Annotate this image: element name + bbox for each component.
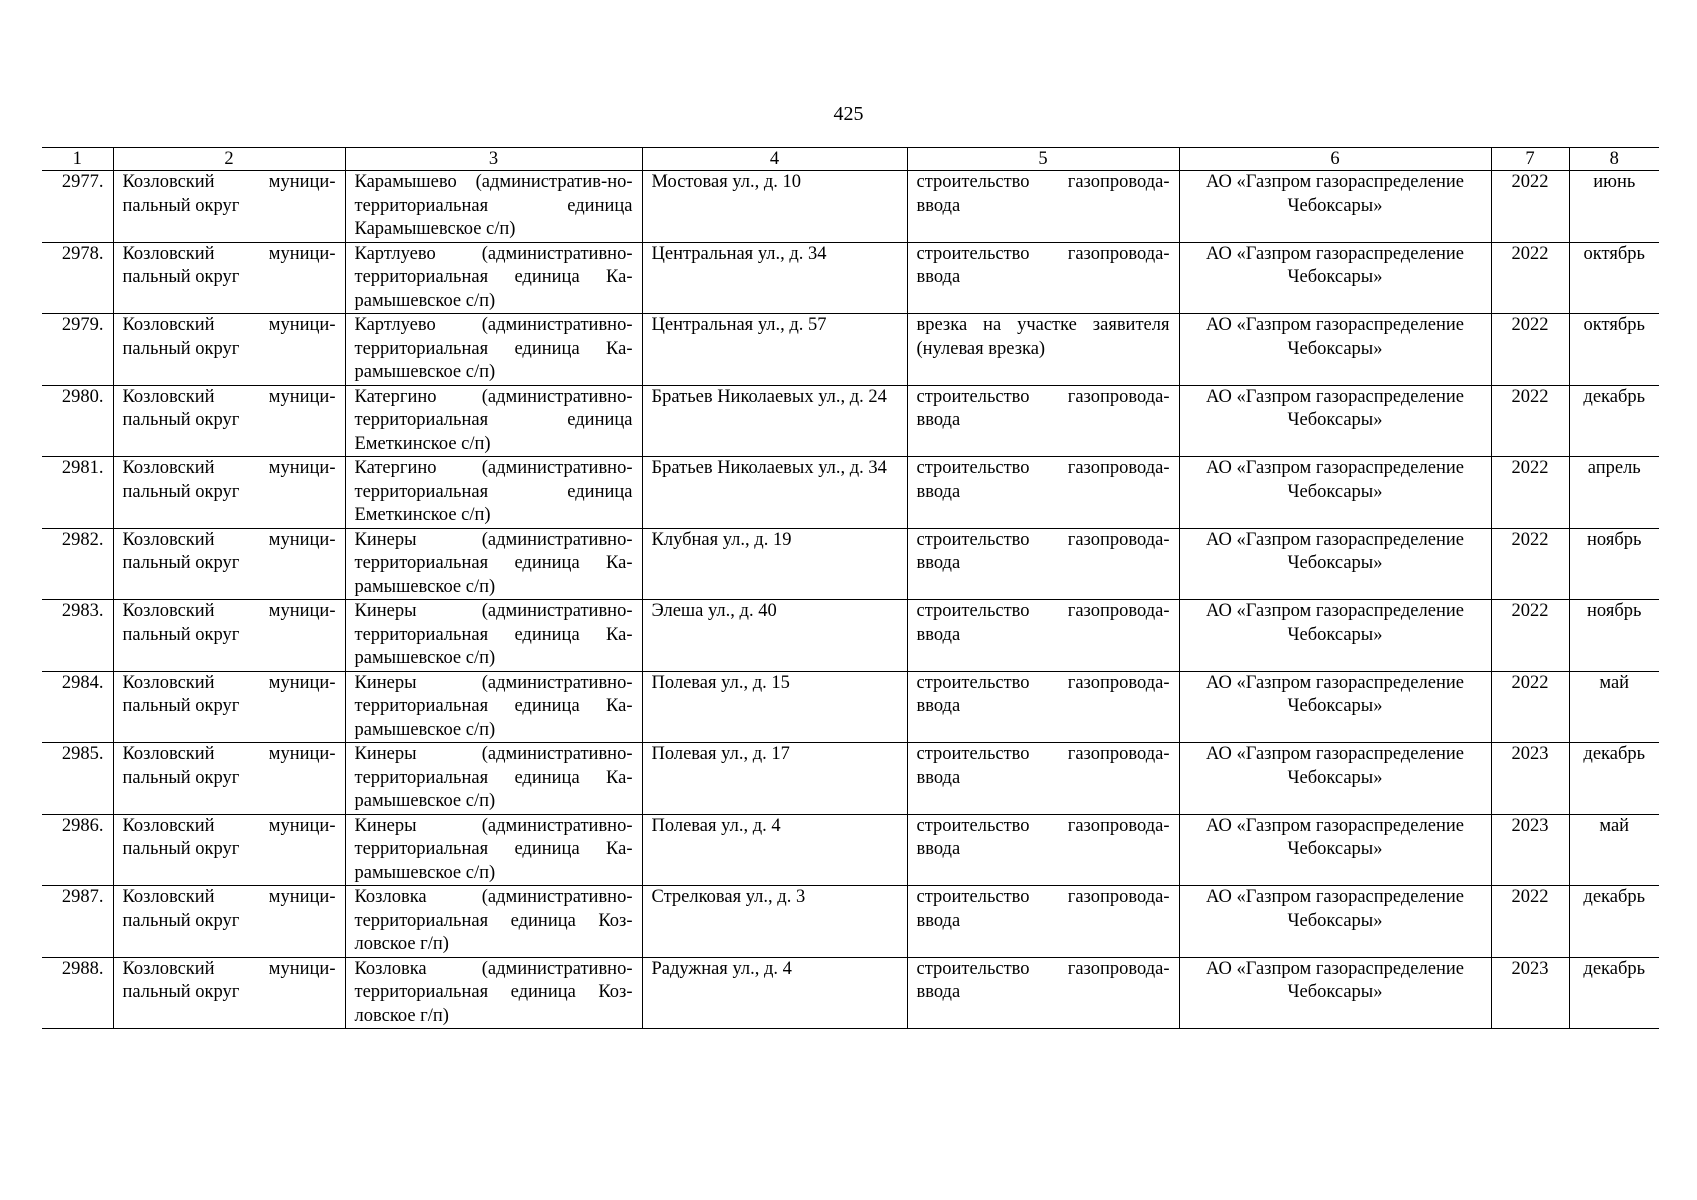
year-cell: 2022 bbox=[1491, 886, 1569, 958]
month-cell: декабрь bbox=[1569, 957, 1659, 1029]
locality-cell: Картлуево (административно-территориальная единица Ка-рамышевское с/п) bbox=[345, 242, 642, 314]
address-cell: Полевая ул., д. 4 bbox=[642, 814, 907, 886]
row-number: 2983. bbox=[42, 600, 113, 672]
column-header: 6 bbox=[1179, 148, 1491, 171]
year-cell: 2022 bbox=[1491, 385, 1569, 457]
address-cell: Центральная ул., д. 57 bbox=[642, 314, 907, 386]
table-row bbox=[42, 743, 1659, 815]
address-cell: Мостовая ул., д. 10 bbox=[642, 171, 907, 243]
table-row bbox=[42, 814, 1659, 886]
year-cell: 2023 bbox=[1491, 957, 1569, 1029]
organization-cell: АО «Газпром газораспределение Чебоксары» bbox=[1179, 242, 1491, 314]
table-row bbox=[42, 600, 1659, 672]
organization-cell: АО «Газпром газораспределение Чебоксары» bbox=[1179, 314, 1491, 386]
district-cell: Козловский муници-пальный округ bbox=[113, 957, 345, 1029]
locality-cell: Козловка (административно-территориальная единица Коз-ловское г/п) bbox=[345, 886, 642, 958]
table-body bbox=[42, 171, 1659, 1029]
table-row bbox=[42, 671, 1659, 743]
year-cell: 2022 bbox=[1491, 671, 1569, 743]
table-row bbox=[42, 242, 1659, 314]
organization-cell: АО «Газпром газораспределение Чебоксары» bbox=[1179, 171, 1491, 243]
works-type-cell: строительство газопровода-ввода bbox=[907, 671, 1179, 743]
works-type-cell: строительство газопровода-ввода bbox=[907, 957, 1179, 1029]
year-cell: 2022 bbox=[1491, 528, 1569, 600]
row-number: 2985. bbox=[42, 743, 113, 815]
month-cell: апрель bbox=[1569, 457, 1659, 529]
organization-cell: АО «Газпром газораспределение Чебоксары» bbox=[1179, 814, 1491, 886]
address-cell: Клубная ул., д. 19 bbox=[642, 528, 907, 600]
year-cell: 2022 bbox=[1491, 314, 1569, 386]
organization-cell: АО «Газпром газораспределение Чебоксары» bbox=[1179, 457, 1491, 529]
month-cell: декабрь bbox=[1569, 385, 1659, 457]
month-cell: октябрь bbox=[1569, 314, 1659, 386]
district-cell: Козловский муници-пальный округ bbox=[113, 385, 345, 457]
month-cell: май bbox=[1569, 671, 1659, 743]
row-number: 2982. bbox=[42, 528, 113, 600]
works-type-cell: строительство газопровода-ввода bbox=[907, 242, 1179, 314]
locality-cell: Кинеры (административно-территориальная единица Ка-рамышевское с/п) bbox=[345, 671, 642, 743]
row-number: 2981. bbox=[42, 457, 113, 529]
district-cell: Козловский муници-пальный округ bbox=[113, 457, 345, 529]
row-number: 2987. bbox=[42, 886, 113, 958]
row-number: 2979. bbox=[42, 314, 113, 386]
row-number: 2978. bbox=[42, 242, 113, 314]
organization-cell: АО «Газпром газораспределение Чебоксары» bbox=[1179, 671, 1491, 743]
month-cell: декабрь bbox=[1569, 743, 1659, 815]
address-cell: Радужная ул., д. 4 bbox=[642, 957, 907, 1029]
works-type-cell: строительство газопровода-ввода bbox=[907, 814, 1179, 886]
table-row bbox=[42, 171, 1659, 243]
works-type-cell: врезка на участке заявителя (нулевая врезка) bbox=[907, 314, 1179, 386]
district-cell: Козловский муници-пальный округ bbox=[113, 600, 345, 672]
address-cell: Стрелковая ул., д. 3 bbox=[642, 886, 907, 958]
address-cell: Братьев Николаевых ул., д. 34 bbox=[642, 457, 907, 529]
year-cell: 2023 bbox=[1491, 743, 1569, 815]
column-header: 8 bbox=[1569, 148, 1659, 171]
locality-cell: Кинеры (административно-территориальная единица Ка-рамышевское с/п) bbox=[345, 814, 642, 886]
row-number: 2988. bbox=[42, 957, 113, 1029]
row-number: 2986. bbox=[42, 814, 113, 886]
address-cell: Элеша ул., д. 40 bbox=[642, 600, 907, 672]
table-row bbox=[42, 385, 1659, 457]
column-number-header bbox=[42, 148, 1659, 171]
column-header: 4 bbox=[642, 148, 907, 171]
locality-cell: Кинеры (административно-территориальная единица Ка-рамышевское с/п) bbox=[345, 743, 642, 815]
month-cell: май bbox=[1569, 814, 1659, 886]
year-cell: 2022 bbox=[1491, 600, 1569, 672]
locality-cell: Кинеры (административно-территориальная единица Ка-рамышевское с/п) bbox=[345, 600, 642, 672]
gas-connection-table bbox=[42, 147, 1659, 1029]
row-number: 2980. bbox=[42, 385, 113, 457]
organization-cell: АО «Газпром газораспределение Чебоксары» bbox=[1179, 743, 1491, 815]
month-cell: июнь bbox=[1569, 171, 1659, 243]
locality-cell: Катергино (административно-территориальная единица Еметкинское с/п) bbox=[345, 457, 642, 529]
locality-cell: Карамышево (административ-но-территориальная единица Карамышевское с/п) bbox=[345, 171, 642, 243]
column-header: 7 bbox=[1491, 148, 1569, 171]
table-row bbox=[42, 886, 1659, 958]
district-cell: Козловский муници-пальный округ bbox=[113, 314, 345, 386]
works-type-cell: строительство газопровода-ввода bbox=[907, 385, 1179, 457]
table-row bbox=[42, 528, 1659, 600]
organization-cell: АО «Газпром газораспределение Чебоксары» bbox=[1179, 600, 1491, 672]
month-cell: октябрь bbox=[1569, 242, 1659, 314]
column-header: 2 bbox=[113, 148, 345, 171]
district-cell: Козловский муници-пальный округ bbox=[113, 242, 345, 314]
locality-cell: Катергино (административно-территориальная единица Еметкинское с/п) bbox=[345, 385, 642, 457]
works-type-cell: строительство газопровода-ввода bbox=[907, 886, 1179, 958]
year-cell: 2022 bbox=[1491, 457, 1569, 529]
address-cell: Центральная ул., д. 34 bbox=[642, 242, 907, 314]
address-cell: Полевая ул., д. 15 bbox=[642, 671, 907, 743]
row-number: 2984. bbox=[42, 671, 113, 743]
district-cell: Козловский муници-пальный округ bbox=[113, 528, 345, 600]
page-number: 425 bbox=[833, 103, 864, 125]
works-type-cell: строительство газопровода-ввода bbox=[907, 457, 1179, 529]
organization-cell: АО «Газпром газораспределение Чебоксары» bbox=[1179, 886, 1491, 958]
address-cell: Братьев Николаевых ул., д. 24 bbox=[642, 385, 907, 457]
works-type-cell: строительство газопровода-ввода bbox=[907, 600, 1179, 672]
works-type-cell: строительство газопровода-ввода bbox=[907, 171, 1179, 243]
year-cell: 2023 bbox=[1491, 814, 1569, 886]
month-cell: декабрь bbox=[1569, 886, 1659, 958]
works-type-cell: строительство газопровода-ввода bbox=[907, 743, 1179, 815]
district-cell: Козловский муници-пальный округ bbox=[113, 886, 345, 958]
row-number: 2977. bbox=[42, 171, 113, 243]
table-row bbox=[42, 314, 1659, 386]
locality-cell: Козловка (административно-территориальная единица Коз-ловское г/п) bbox=[345, 957, 642, 1029]
works-type-cell: строительство газопровода-ввода bbox=[907, 528, 1179, 600]
month-cell: ноябрь bbox=[1569, 528, 1659, 600]
year-cell: 2022 bbox=[1491, 242, 1569, 314]
locality-cell: Картлуево (административно-территориальная единица Ка-рамышевское с/п) bbox=[345, 314, 642, 386]
table-row bbox=[42, 957, 1659, 1029]
organization-cell: АО «Газпром газораспределение Чебоксары» bbox=[1179, 528, 1491, 600]
district-cell: Козловский муници-пальный округ bbox=[113, 814, 345, 886]
organization-cell: АО «Газпром газораспределение Чебоксары» bbox=[1179, 385, 1491, 457]
district-cell: Козловский муници-пальный округ bbox=[113, 171, 345, 243]
organization-cell: АО «Газпром газораспределение Чебоксары» bbox=[1179, 957, 1491, 1029]
column-header: 5 bbox=[907, 148, 1179, 171]
district-cell: Козловский муници-пальный округ bbox=[113, 671, 345, 743]
district-cell: Козловский муници-пальный округ bbox=[113, 743, 345, 815]
month-cell: ноябрь bbox=[1569, 600, 1659, 672]
column-header: 1 bbox=[42, 148, 113, 171]
locality-cell: Кинеры (административно-территориальная единица Ка-рамышевское с/п) bbox=[345, 528, 642, 600]
address-cell: Полевая ул., д. 17 bbox=[642, 743, 907, 815]
year-cell: 2022 bbox=[1491, 171, 1569, 243]
column-header: 3 bbox=[345, 148, 642, 171]
table-row bbox=[42, 457, 1659, 529]
